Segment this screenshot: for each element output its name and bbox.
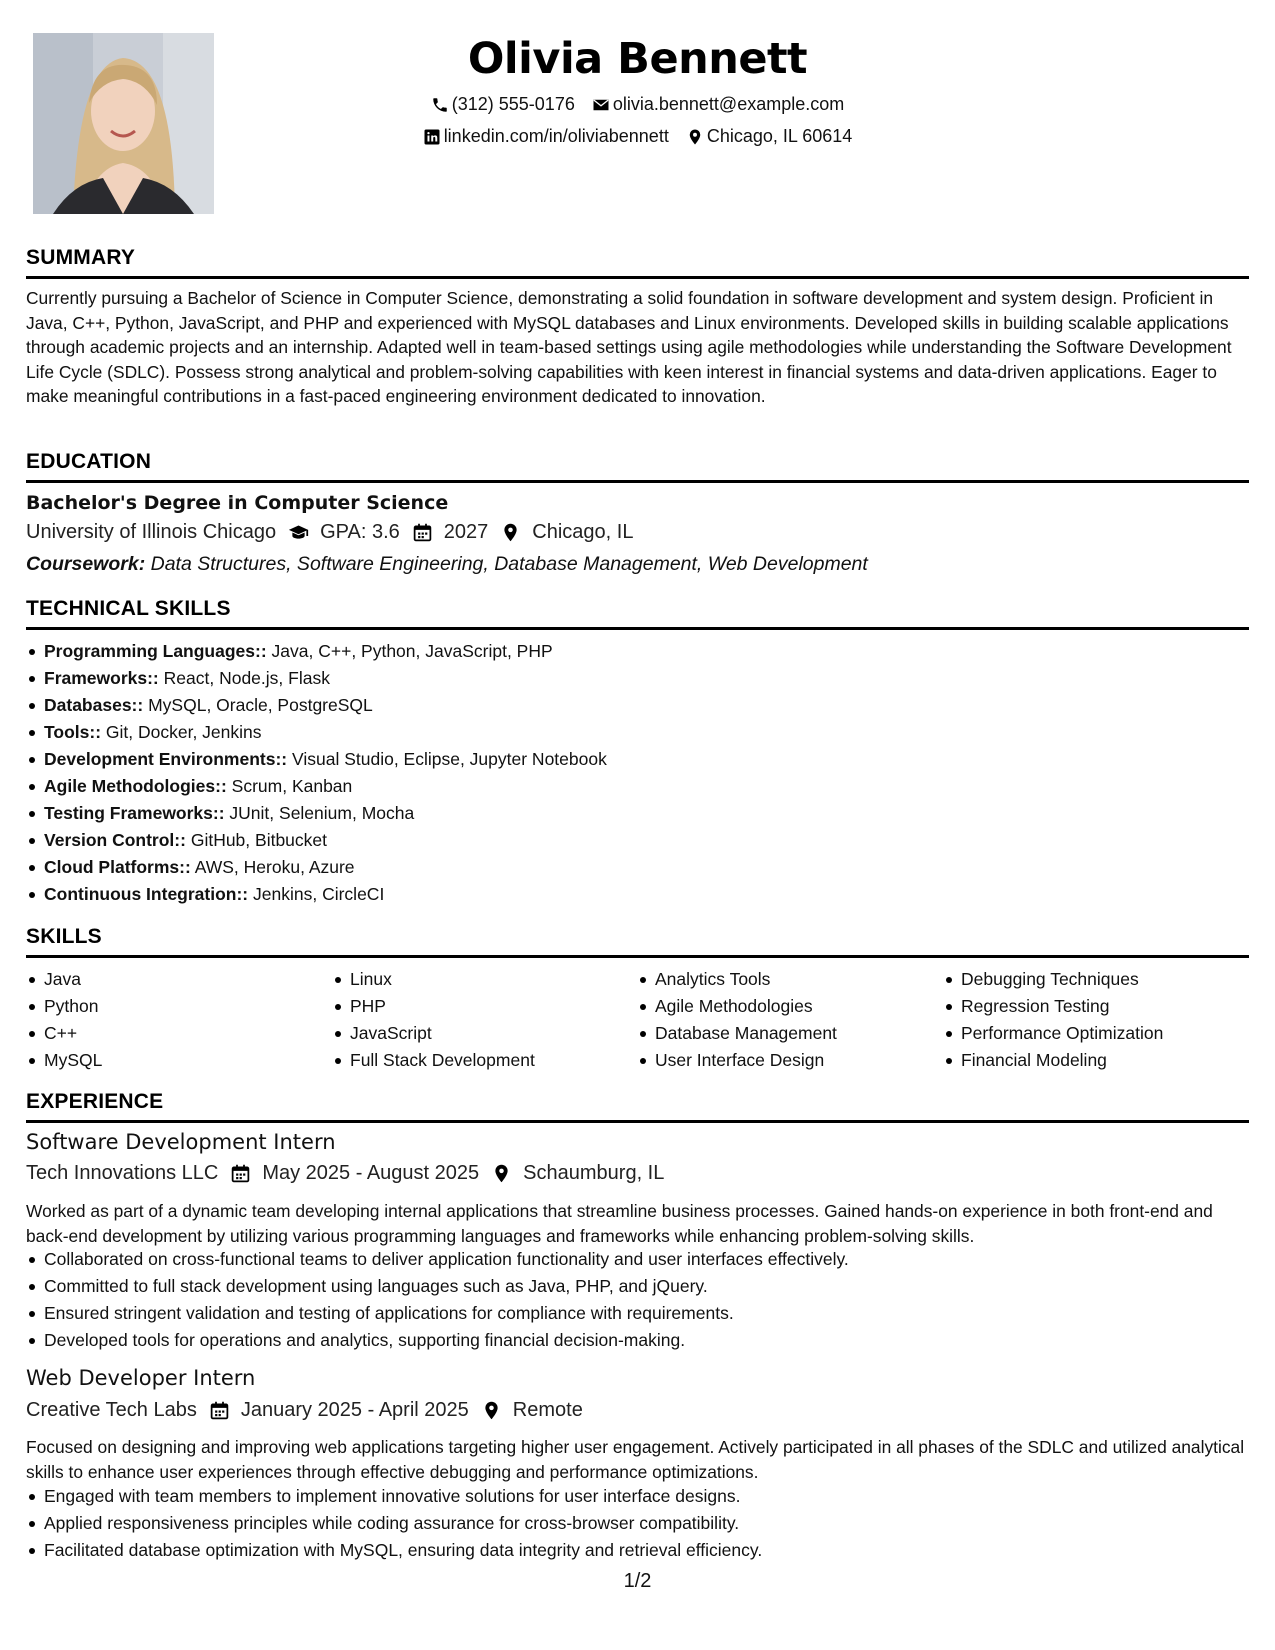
skills-heading: SKILLS [26,925,102,948]
phone-text: (312) 555-0176 [451,94,575,114]
job-description: Focused on designing and improving web applications targeting higher user engagement. Actively participated in all phases of the SDLC and utilized analytical skills to enhance user experiences through effective debugging and performance optimizations. [26,1437,1245,1482]
education-meta [26,521,633,544]
job-meta [26,1162,664,1185]
skills-divider [26,955,1249,958]
degree-title: Bachelor's Degree in Computer Science [26,492,449,514]
education-heading: EDUCATION [26,450,152,473]
summary-text: Currently pursuing a Bachelor of Science in Computer Science, demonstrating a solid foundation in software development and system design. Proficient in Java, C++, Python, JavaScript, and PHP and experienced with MySQL databases and Linux environments. Developed skills in building scalable applications through academic projects and an internship. Adapted well in team-based settings using agile methodologies while understanding the Software Development Life Cycle (SDLC). Possess strong analytical and problem-solving capabilities with keen interest in financial systems and data-driven applications. Eager to make meaningful contributions in a fast-paced engineering environment dedicated to innovation. [26,288,1232,407]
list-item [26,692,607,719]
list-item: Agile Methodologies [637,993,837,1020]
experience-heading: EXPERIENCE [26,1090,164,1113]
technical-skills-list [26,638,607,908]
job-dates: May 2025 - August 2025 [262,1162,480,1184]
summary-divider [26,276,1249,279]
list-item: Linux [332,966,535,993]
skill-category-value: JUnit, Selenium, Mocha [229,803,415,823]
list-item: Facilitated database optimization with MySQL, ensuring data integrity and retrieval efficiency. [26,1537,762,1564]
list-item [26,746,607,773]
skill-category-value: Visual Studio, Eclipse, Jupyter Notebook [291,749,607,769]
experience-divider [26,1120,1249,1123]
list-item: JavaScript [332,1020,535,1047]
skill-category-label: Testing Frameworks:: [44,803,225,823]
skill-category-label: Development Environments:: [44,749,288,769]
skill-category-value: Java, C++, Python, JavaScript, PHP [271,641,553,661]
list-item [26,881,607,908]
map-pin-icon [500,522,521,543]
calendar-icon [230,1163,251,1184]
list-item: Regression Testing [943,993,1163,1020]
list-item: Performance Optimization [943,1020,1163,1047]
list-item: Collaborated on cross-functional teams to deliver application functionality and user interfaces effectively. [26,1246,849,1273]
list-item: Debugging Techniques [943,966,1163,993]
list-item: Developed tools for operations and analytics, supporting financial decision-making. [26,1327,849,1354]
phone-contact[interactable] [431,94,575,115]
skill-category-label: Databases:: [44,695,144,715]
list-item: Applied responsiveness principles while coding assurance for cross-browser compatibility. [26,1510,762,1537]
skill-category-label: Tools:: [44,722,102,742]
skill-category-value: GitHub, Bitbucket [190,830,327,850]
candidate-name: Olivia Bennett [467,34,808,84]
linkedin-icon [423,128,441,146]
list-item [26,719,607,746]
company-name: Creative Tech Labs [26,1399,197,1421]
coursework-list: Data Structures, Software Engineering, Database Management, Web Development [150,553,868,575]
list-item: Python [26,993,102,1020]
summary-heading: SUMMARY [26,246,136,269]
skill-category-value: Git, Docker, Jenkins [105,722,262,742]
calendar-icon [412,522,433,543]
page-number: 1/2 [623,1570,652,1592]
phone-icon [431,96,449,114]
location-contact [686,126,852,147]
list-item: Java [26,966,102,993]
list-item: C++ [26,1020,102,1047]
graduation-cap-icon [288,522,309,543]
skills-column-3 [637,966,837,1074]
job-meta [26,1399,583,1422]
map-pin-icon [686,128,704,146]
school-name: University of Illinois Chicago [26,521,277,543]
job-description: Worked as part of a dynamic team developing internal applications that streamline business processes. Gained hands-on experience in both front-end and back-end development by utilizing various programming languages and frameworks while enhancing problem-solving skills. [26,1201,1213,1246]
list-item: Full Stack Development [332,1047,535,1074]
skills-column-2 [332,966,535,1074]
list-item: Engaged with team members to implement innovative solutions for user interface designs. [26,1483,762,1510]
school-location: Chicago, IL [532,521,634,543]
skill-category-label: Frameworks:: [44,668,159,688]
linkedin-contact[interactable] [423,126,669,147]
skill-category-label: Programming Languages:: [44,641,267,661]
list-item: User Interface Design [637,1047,837,1074]
skills-column-4 [943,966,1163,1074]
job-title: Web Developer Intern [26,1366,256,1390]
list-item [26,665,607,692]
skill-category-label: Version Control:: [44,830,186,850]
list-item [26,854,607,881]
coursework-line [26,553,868,576]
map-pin-icon [481,1400,502,1421]
skill-category-value: Jenkins, CircleCI [253,884,385,904]
education-divider [26,480,1249,483]
job-bullets [26,1483,762,1564]
list-item [26,773,607,800]
location-text: Chicago, IL 60614 [706,126,853,146]
list-item [26,638,607,665]
technical-skills-heading: TECHNICAL SKILLS [26,597,231,620]
calendar-icon [209,1400,230,1421]
email-text: olivia.bennett@example.com [612,94,845,114]
job-dates: January 2025 - April 2025 [240,1399,469,1421]
envelope-icon [592,96,610,114]
skill-category-value: AWS, Heroku, Azure [194,857,355,877]
skill-category-value: React, Node.js, Flask [163,668,330,688]
job-location: Schaumburg, IL [523,1162,665,1184]
job-location: Remote [512,1399,583,1421]
graduation-year: 2027 [443,521,489,543]
list-item: Financial Modeling [943,1047,1163,1074]
coursework-label: Coursework: [26,553,146,575]
list-item: Database Management [637,1020,837,1047]
skill-category-label: Cloud Platforms:: [44,857,191,877]
list-item [26,800,607,827]
list-item: Analytics Tools [637,966,837,993]
list-item: Ensured stringent validation and testing of applications for compliance with requirements. [26,1300,849,1327]
job-title: Software Development Intern [26,1130,336,1154]
skill-category-value: MySQL, Oracle, PostgreSQL [148,695,373,715]
map-pin-icon [491,1163,512,1184]
skill-category-label: Continuous Integration:: [44,884,249,904]
contact-row-1 [0,94,1275,119]
technical-skills-divider [26,627,1249,630]
list-item: PHP [332,993,535,1020]
skills-column-1 [26,966,102,1074]
job-bullets [26,1246,849,1354]
contact-row-2 [0,126,1275,151]
company-name: Tech Innovations LLC [26,1162,219,1184]
list-item [26,827,607,854]
list-item: Committed to full stack development using languages such as Java, PHP, and jQuery. [26,1273,849,1300]
skill-category-label: Agile Methodologies:: [44,776,227,796]
gpa-text: GPA: 3.6 [320,521,400,543]
skill-category-value: Scrum, Kanban [231,776,353,796]
email-contact[interactable] [592,94,844,115]
list-item: MySQL [26,1047,102,1074]
linkedin-text: linkedin.com/in/oliviabennett [443,126,669,146]
